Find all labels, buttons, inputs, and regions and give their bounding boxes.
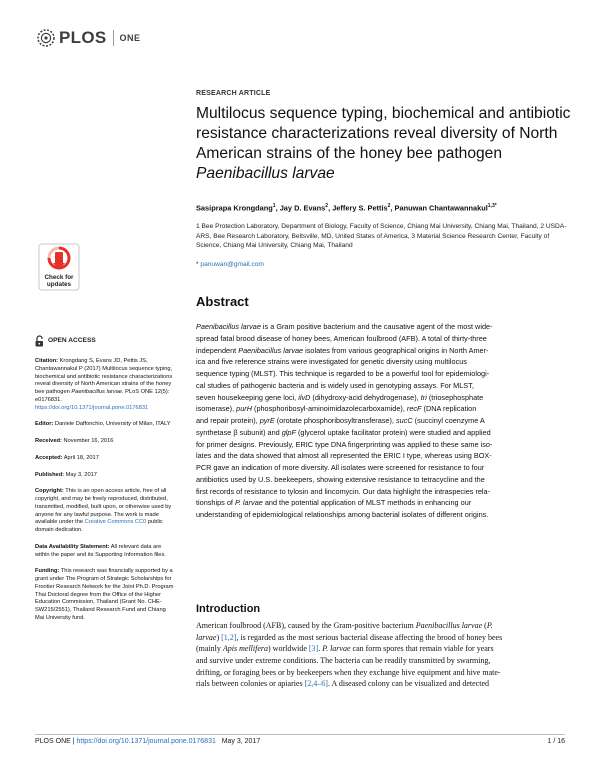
- introduction-body: [196, 620, 578, 690]
- text-run: tionships of: [196, 498, 235, 508]
- text-line: [196, 497, 578, 509]
- text-run: isomerase),: [196, 404, 237, 414]
- author-list: Sasiprapa Krongdang$^1$, Jay D. Evans$^2$, Jeffery S. Pettis$^2$, Panuwan Chantawannakul$^{1,3*}$: [196, 203, 497, 213]
- badge-line2: updates: [46, 281, 72, 288]
- text-run: drifting, or foraging bees or by beekeepers when they exchange hive equipment and hive mate-: [196, 667, 501, 677]
- citation-text: Krongdang S, Evans JD, Pettis JS, Chantawannakul P (2017) Multilocus sequence typing, biochemical and antibiotic resistance characterizations reveal diversity of North American strains of the honey bee pathogen: [35, 358, 173, 395]
- text-line: [196, 643, 578, 655]
- abstract-body: [196, 321, 578, 521]
- italic-term: tri: [420, 392, 427, 402]
- text-run: independent: [196, 345, 239, 355]
- data-availability-block: [35, 544, 176, 560]
- italic-term: P.: [486, 621, 493, 630]
- text-run: and the potential application of MLST methods in enhancing our: [262, 498, 472, 508]
- italic-term: Apis mellifera: [222, 644, 268, 654]
- text-line: [196, 403, 578, 415]
- italic-term: Paenibacillus larvae: [196, 322, 261, 331]
- accepted-date: April 18, 2017: [62, 454, 99, 461]
- author-affil-sup: 1: [272, 203, 276, 209]
- italic-term: ilvD: [298, 392, 311, 402]
- text-run: understanding of epidemiological relationships among bacterial isolates of different origins.: [196, 510, 489, 519]
- text-run: can form spores that remain viable for years: [350, 644, 494, 654]
- italic-term: pyrE: [259, 416, 275, 425]
- received-block: [35, 438, 176, 446]
- creative-commons-link[interactable]: Creative Commons CC0: [84, 519, 147, 526]
- received-label: Received:: [35, 438, 62, 444]
- italic-term: larvae: [196, 632, 217, 642]
- footer-journal: PLOS ONE: [35, 738, 71, 745]
- page-footer: [35, 738, 565, 745]
- citation-italic: Paenibacillus larvae: [71, 389, 122, 395]
- italic-term: Paenibacillus larvae: [238, 345, 304, 355]
- copyright-tail: public domain dedication.: [35, 519, 163, 533]
- text-run: (phosphoribosyl-aminoimidazolecarboxamide),: [251, 404, 407, 414]
- text-line: [196, 392, 578, 404]
- citation-tail: . PLoS ONE 12(5): e0176831.: [35, 389, 170, 403]
- published-label: Published:: [35, 471, 65, 478]
- text-line: [196, 632, 578, 644]
- author-name[interactable]: Panuwan Chantawannakul: [394, 203, 488, 213]
- text-line: [196, 450, 578, 462]
- corresponding-mark: *: [494, 203, 497, 209]
- text-run: and repair protein),: [196, 416, 260, 425]
- text-run: (succinyl coenzyme A: [412, 416, 485, 425]
- citation-block: [35, 358, 176, 412]
- text-line: [196, 321, 578, 333]
- text-run: antibiotics used by U.S. beekeepers, showing extensive resistance to tetracycline and the: [196, 474, 485, 484]
- italic-term: purH: [236, 404, 252, 414]
- email-link[interactable]: panuwan@gmail.com: [200, 261, 264, 268]
- text-run: isolates from various geographical origins in North Amer-: [303, 345, 489, 355]
- text-line: [196, 415, 578, 427]
- text-run: PCR gave an indication of more diversity. All isolates were screened for resistance to four: [196, 463, 485, 472]
- badge-line1: Check for: [44, 274, 74, 281]
- text-line: [196, 462, 578, 474]
- text-run: synthetase β subunit) and: [196, 427, 282, 437]
- italic-term: glpF: [281, 427, 296, 437]
- logo-word: PLOS: [59, 28, 107, 47]
- text-run: ica and five reference strains were investigated for genetic diversity using multilocus: [196, 357, 467, 367]
- funding-label: Funding:: [35, 568, 60, 575]
- logo-sub: ONE: [119, 33, 141, 43]
- text-line: [196, 678, 578, 690]
- text-line: [196, 380, 578, 392]
- email-mark: *: [196, 261, 199, 268]
- accepted-block: [35, 455, 176, 463]
- text-run: (orotate phosphoribosyltransferase),: [274, 416, 396, 425]
- text-run: (: [482, 621, 487, 630]
- page-number: 1 / 16: [547, 738, 565, 745]
- text-run: , is regarded as the most serious bacterial disease affecting the brood of honey bees: [236, 632, 503, 642]
- citation-reference-link[interactable]: [2,4–6]: [304, 679, 328, 689]
- text-run: is a Gram positive bacterium and the causative agent of the most wide-: [260, 322, 493, 331]
- text-line: [196, 439, 578, 451]
- author-name[interactable]: Jeffery S. Pettis: [332, 203, 388, 213]
- italic-term: P. larvae: [234, 498, 263, 508]
- text-line: [196, 509, 578, 521]
- plos-one-logo: [35, 27, 141, 49]
- article-type: RESEARCH ARTICLE: [196, 90, 271, 97]
- text-line: [196, 345, 578, 357]
- text-run: cal studies of pathogenic bacteria and is widely used in genotyping assays. For MLST,: [196, 380, 474, 390]
- article-title: [196, 104, 574, 184]
- text-line: [196, 356, 578, 368]
- corresponding-email: [196, 261, 264, 268]
- text-run: (mainly: [196, 644, 223, 654]
- text-line: [196, 667, 578, 679]
- text-line: [196, 486, 578, 498]
- text-run: .: [318, 644, 323, 654]
- editor-label: Editor:: [35, 421, 54, 428]
- affiliations: 1 Bee Protection Laboratory, Department of Biology, Faculty of Science, Chiang Mai University, Chiang Mai, Thailand, 2 USDA-ARS, Bee Research Laboratory, Beltsville, MD, United States of America, 3 Material Science Research Center, Faculty of Science, Chiang Mai University, Chiang Mai, Thailand: [196, 223, 567, 250]
- text-run: lates and the data showed that almost all represented the ERIC I type, whereas using BOX-: [196, 451, 492, 461]
- text-line: [196, 620, 578, 632]
- published-block: [35, 472, 176, 480]
- text-run: seven housekeeping gene loci,: [196, 392, 299, 402]
- text-run: (DNA replication: [421, 404, 477, 414]
- editor-text: Daniele Daffonchio, University of Milan, ITALY: [53, 421, 171, 428]
- italic-term: Paenibacillus larvae: [415, 621, 483, 630]
- text-run: (dihydroxy-acid dehydrogenase),: [310, 392, 421, 402]
- copyright-label: Copyright:: [35, 488, 64, 495]
- logo-divider: [113, 30, 114, 46]
- check-for-updates-badge[interactable]: [38, 243, 80, 291]
- received-date: November 16, 2016: [61, 438, 114, 444]
- text-line: [196, 368, 578, 380]
- published-date: May 3, 2017: [64, 471, 97, 478]
- author-name[interactable]: Jay D. Evans: [279, 203, 326, 213]
- footer-doi-link[interactable]: https://doi.org/10.1371/journal.pone.0176831: [76, 738, 216, 745]
- open-access-label: [35, 335, 176, 347]
- citation-reference-link[interactable]: [3]: [308, 644, 319, 654]
- citation-reference-link[interactable]: [1,2]: [221, 632, 237, 642]
- text-line: [196, 474, 578, 486]
- open-access-text: OPEN ACCESS: [48, 337, 96, 345]
- footer-left: [35, 738, 260, 745]
- text-run: spread fatal brood disease of honey bees, American foulbrood (AFB). A total of thirty-three: [196, 333, 487, 343]
- open-lock-icon: [35, 335, 44, 347]
- text-line: [196, 333, 578, 345]
- citation-label: Citation:: [35, 358, 59, 364]
- citation-doi-link[interactable]: https://doi.org/10.1371/journal.pone.0176831: [35, 404, 149, 411]
- italic-term: sucC: [395, 416, 413, 425]
- text-run: and survive under extreme conditions. The bacteria can be readily transmitted by swarming,: [196, 656, 491, 666]
- author-affil-sup: 1,3: [487, 203, 495, 209]
- abstract-heading: Abstract: [196, 294, 249, 309]
- text-run: ): [216, 632, 222, 642]
- editor-block: [35, 421, 176, 429]
- text-line: [196, 427, 578, 439]
- plos-logo-icon: [35, 27, 57, 49]
- check-for-updates-icon: [38, 243, 80, 291]
- italic-term: P. larvae: [322, 644, 351, 654]
- text-run: for primer designs. Previously, ERIC type DNA fingerprinting was applied to these same iso-: [196, 439, 493, 449]
- title-main: Multilocus sequence typing, biochemical and antibiotic resistance characterizations reveal diversity of North American strains of the honey bee pathogen: [196, 105, 571, 162]
- funding-block: [35, 568, 176, 622]
- text-line: [196, 655, 578, 667]
- copyright-text: This is an open access article, free of all copyright, and may be freely reproduced, distributed, transmitted, modified, built upon, or otherwise used by anyone for any lawful purpose. The work is made available under the: [35, 488, 172, 526]
- text-run: (triosephosphate: [426, 392, 484, 402]
- data-availability-text: All relevant data are within the paper and its Supporting Information files.: [35, 543, 166, 558]
- article-sidebar: [35, 335, 176, 632]
- title-italic: Paenibacillus larvae: [196, 165, 335, 182]
- text-run: (glycerol uptake facilitator protein) were studied and applied: [295, 427, 491, 437]
- text-run: sequence typing (MLST). This technique is regarded to be a powerful tool for epidemiologi-: [196, 369, 490, 378]
- funding-text: This research was financially supported by a grant under The Program of Strategic Scholarships for Frontier Research Network for the Joint Ph.D. Program Thai Doctoral degree from the Office of the Higher Education Commission, Thailand (Grant No. CHE-SW215/2551), Thailand Research Fund and Chiang Mai University fund.: [35, 568, 174, 621]
- author-name[interactable]: Sasiprapa Krongdang: [196, 203, 273, 213]
- text-run: ) worldwide: [268, 644, 309, 654]
- copyright-block: [35, 488, 176, 535]
- italic-term: recF: [406, 404, 422, 414]
- footer-divider: [35, 734, 565, 735]
- introduction-heading: Introduction: [196, 603, 261, 615]
- footer-separator: |: [70, 738, 77, 745]
- author-affil-sup: 2: [325, 203, 329, 209]
- text-run: American foulbrood (AFB), caused by the Gram-positive bacterium: [196, 621, 416, 630]
- author-affil-sup: 2: [387, 203, 391, 209]
- footer-date: May 3, 2017: [221, 738, 261, 745]
- text-run: . A diseased colony can be visualized and detected: [327, 679, 490, 689]
- text-run: rials between colonies or apiaries: [196, 679, 305, 689]
- data-availability-label: Data Availability Statement:: [35, 543, 110, 550]
- text-run: first records of resistance to tylosin and lincomycin. Our data highlight the intraspecies rela-: [196, 486, 491, 496]
- accepted-label: Accepted:: [35, 454, 63, 461]
